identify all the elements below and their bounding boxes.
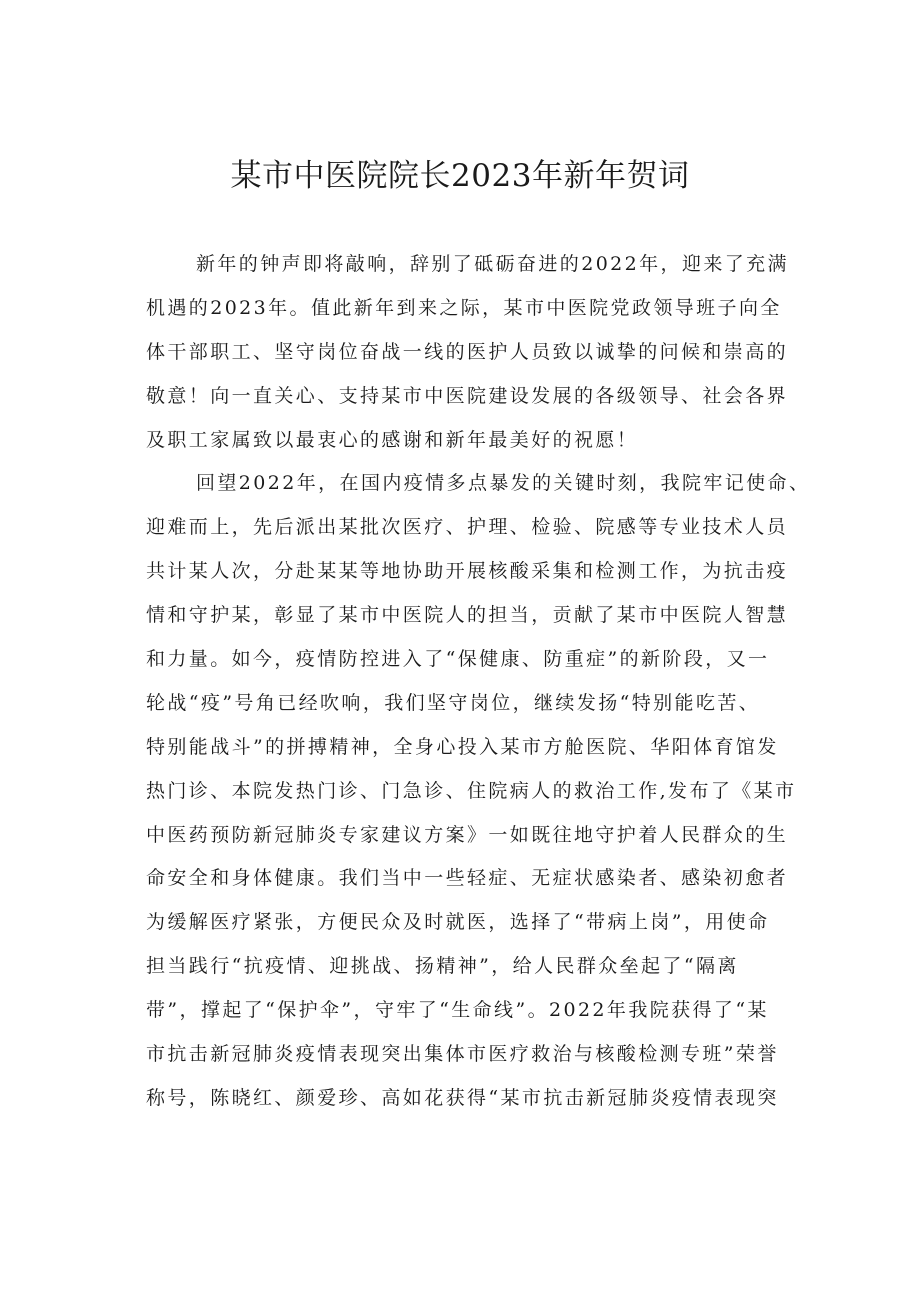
text-line: 称号，陈晓红、颜爱珍、高如花获得“某市抗击新冠肺炎疫情表现突 bbox=[146, 1086, 779, 1109]
text-line: 回望2022年，在国内疫情多点暴发的关键时刻，我院牢记使命、 bbox=[196, 472, 810, 495]
text-line: 中医药预防新冠肺炎专家建议方案》一如既往地守护着人民群众的生 bbox=[146, 823, 789, 846]
document-title: 某市中医院院长2023年新年贺词 bbox=[230, 158, 690, 194]
text-line: 为缓解医疗紧张，方便民众及时就医，选择了“带病上岗”，用使命 bbox=[146, 911, 770, 934]
text-line: 和力量。如今，疫情防控进入了“保健康、防重症”的新阶段，又一 bbox=[146, 648, 770, 671]
text-line: 体干部职工、坚守岗位奋战一线的医护人员致以诚挚的问候和崇高的 bbox=[146, 340, 789, 363]
text-line: 情和守护某，彰显了某市中医院人的担当，贡献了某市中医院人智慧 bbox=[146, 604, 789, 627]
text-line: 轮战“疫”号角已经吹响，我们坚守岗位，继续发扬“特别能吃苦、 bbox=[146, 691, 761, 714]
text-line: 新年的钟声即将敲响，辞别了砥砺奋进的2022年，迎来了充满 bbox=[196, 253, 789, 275]
text-line: 热门诊、本院发热门诊、门急诊、住院病人的救治工作,发布了《某市 bbox=[146, 779, 797, 802]
paragraph-greeting bbox=[146, 243, 810, 462]
text-line: 迎难而上，先后派出某批次医疗、护理、检验、院感等专业技术人员 bbox=[146, 516, 789, 539]
text-line: 敬意！向一直关心、支持某市中医院建设发展的各级领导、社会各界 bbox=[146, 384, 789, 407]
document-body bbox=[146, 243, 810, 1121]
text-line: 机遇的2023年。值此新年到来之际，某市中医院党政领导班子向全 bbox=[146, 296, 782, 319]
text-line: 共计某人次，分赴某某等地协助开展核酸采集和检测工作，为抗击疫 bbox=[146, 560, 789, 583]
text-line: 命安全和身体健康。我们当中一些轻症、无症状感染者、感染初愈者 bbox=[146, 867, 789, 890]
text-line: 市抗击新冠肺炎疫情表现突出集体市医疗救治与核酸检测专班”荣誉 bbox=[146, 1043, 779, 1066]
paragraph-review bbox=[146, 462, 810, 1120]
text-line: 及职工家属致以最衷心的感谢和新年最美好的祝愿！ bbox=[146, 428, 639, 451]
text-line: 特别能战斗”的拼搏精神，全身心投入某市方舱医院、华阳体育馆发 bbox=[146, 735, 779, 758]
text-line: 担当践行“抗疫情、迎挑战、扬精神”，给人民群众垒起了“隔离 bbox=[146, 955, 739, 978]
text-line: 带”，撑起了“保护伞”，守牢了“生命线”。2022年我院获得了“某 bbox=[146, 999, 769, 1022]
